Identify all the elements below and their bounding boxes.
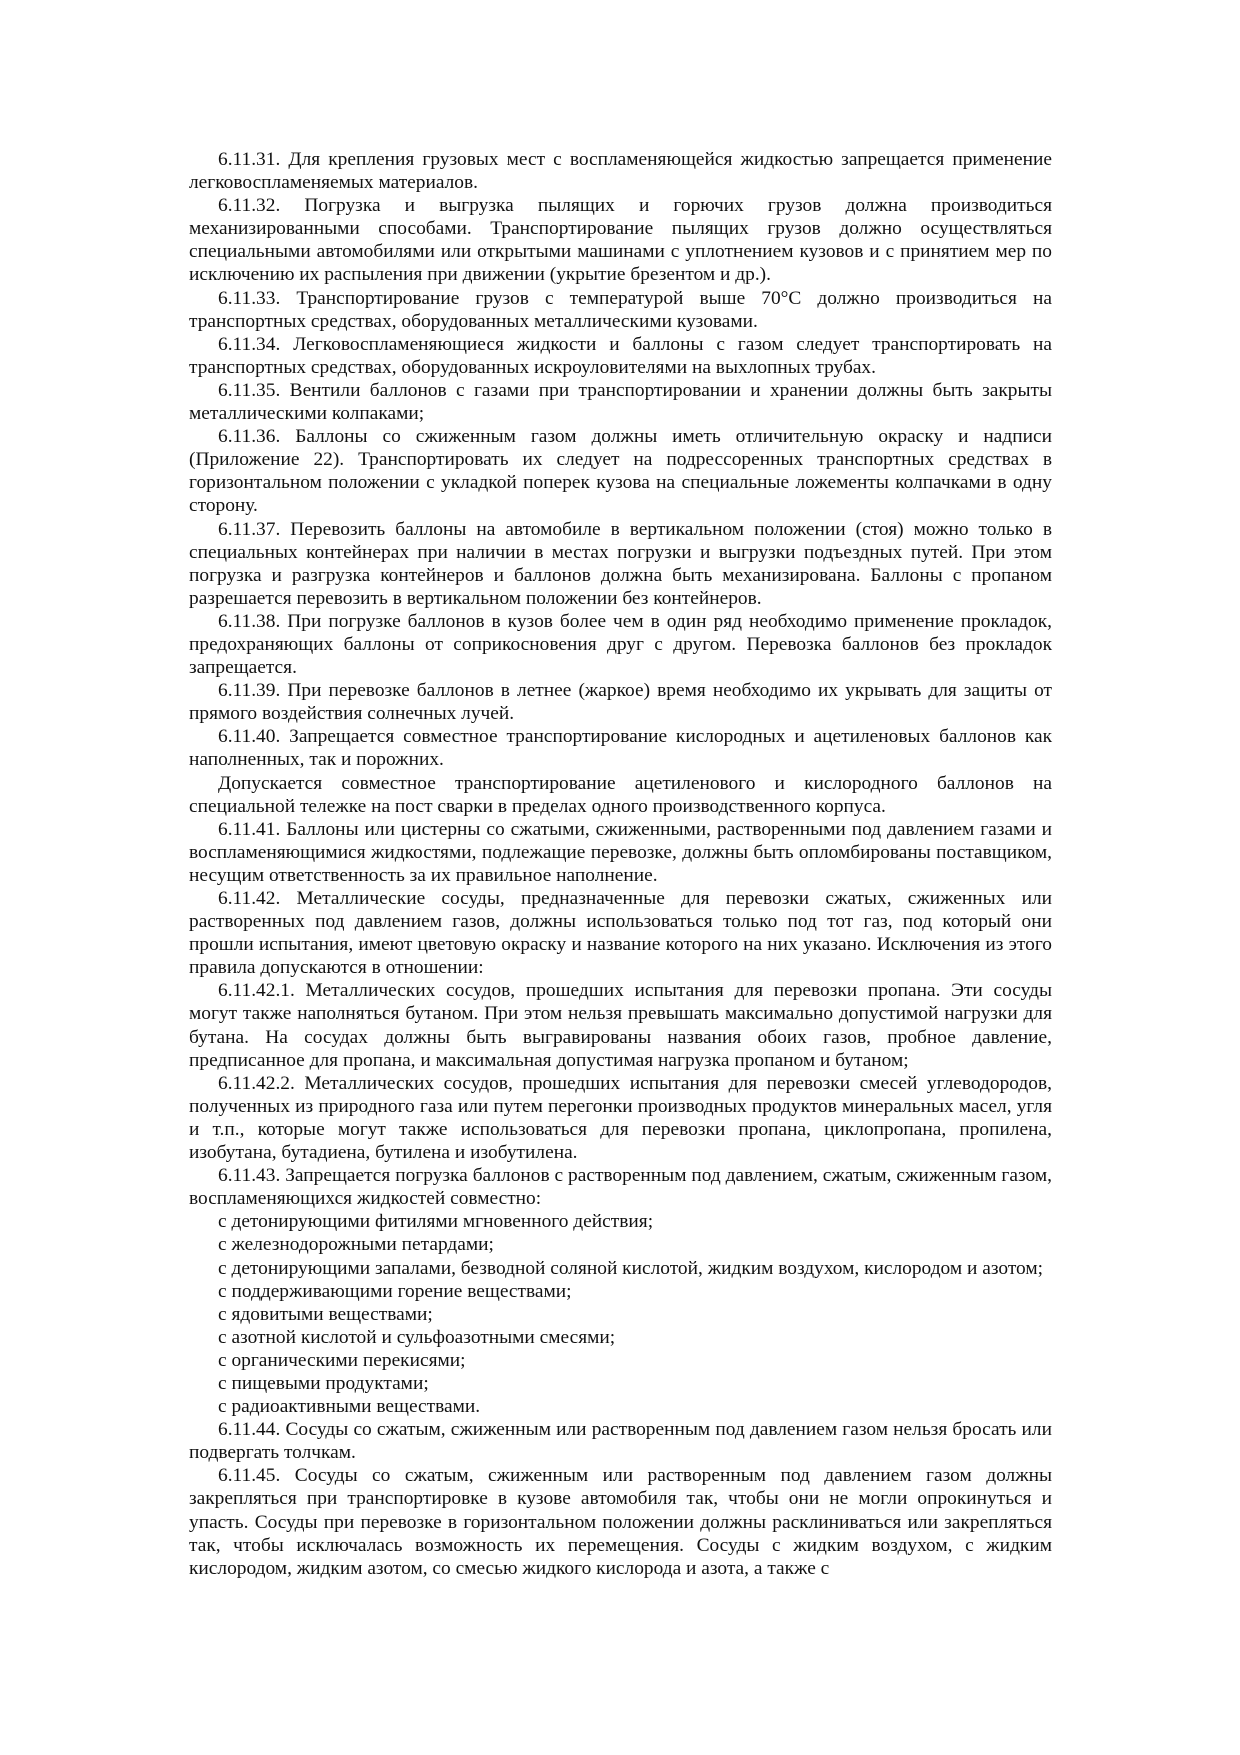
- paragraph-6-11-33: 6.11.33. Транспортирование грузов с температурой выше 70°С должно производиться на транспортных средствах, оборудованных металлическими кузовами.: [189, 287, 1052, 332]
- paragraph-6-11-40: 6.11.40. Запрещается совместное транспортирование кислородных и ацетиленовых баллонов как наполненных, так и порожних.: [189, 726, 1052, 771]
- list-item: с железнодорожными петардами;: [218, 1234, 494, 1256]
- paragraph-6-11-34: 6.11.34. Легковоспламеняющиеся жидкости и баллоны с газом следует транспортировать на транспортных средствах, оборудованных искроуловителями на выхлопных трубах.: [189, 333, 1052, 378]
- paragraph-6-11-42: 6.11.42. Металлические сосуды, предназначенные для перевозки сжатых, сжиженных или растворенных под давлением газов, должны использоваться только под тот газ, под который они прошли испытания, имеют цветовую окраску и название которого на них указано. Исключения из этого правила допускаются в отношении:: [189, 888, 1052, 979]
- paragraph-6-11-42-2: 6.11.42.2. Металлических сосудов, прошедших испытания для перевозки смесей углеводородов, полученных из природного газа или путем перегонки производных продуктов минеральных масел, угля и т.п., которые могут также использоваться для перевозки пропана, циклопропана, пропилена, изобутана, бутадиена, бутилена и изобутилена.: [189, 1072, 1052, 1164]
- paragraph-6-11-40-exception: Допускается совместное транспортирование ацетиленового и кислородного баллонов на специальной тележке на пост сварки в пределах одного производственного корпуса.: [189, 772, 1052, 817]
- list-item: с детонирующими запалами, безводной соляной кислотой, жидким воздухом, кислородом и азотом;: [218, 1257, 1044, 1279]
- paragraph-6-11-43: 6.11.43. Запрещается погрузка баллонов с растворенным под давлением, сжатым, сжиженным газом, воспламеняющихся жидкостей совместно:: [189, 1165, 1052, 1210]
- paragraph-6-11-36: 6.11.36. Баллоны со сжиженным газом должны иметь отличительную окраску и надписи (Приложение 22). Транспортировать их следует на подрессоренных транспортных средствах в горизонтальном положении с укладкой поперек кузова на специальные ложементы колпачками в одну сторону.: [189, 426, 1052, 517]
- paragraph-6-11-35: 6.11.35. Вентили баллонов с газами при транспортировании и хранении должны быть закрыты металлическими колпаками;: [189, 379, 1052, 425]
- list-item: с органическими перекисями;: [218, 1349, 466, 1371]
- list-item: с ядовитыми веществами;: [218, 1303, 433, 1325]
- list-item: с радиоактивными веществами.: [218, 1396, 481, 1418]
- document-page: [189, 148, 1052, 1580]
- paragraph-6-11-39: 6.11.39. При перевозке баллонов в летнее (жаркое) время необходимо их укрывать для защиты от прямого воздействия солнечных лучей.: [189, 680, 1052, 725]
- paragraph-6-11-41: 6.11.41. Баллоны или цистерны со сжатыми, сжиженными, растворенными под давлением газами и воспламеняющимися жидкостями, подлежащие перевозке, должны быть опломбированы поставщиком, несущим ответственность за их правильное наполнение.: [189, 818, 1052, 886]
- list-item: с детонирующими фитилями мгновенного действия;: [218, 1211, 654, 1233]
- list-item: с пищевыми продуктами;: [218, 1372, 429, 1394]
- paragraph-6-11-45: 6.11.45. Сосуды со сжатым, сжиженным или растворенным под давлением газом должны закрепляться при транспортировке в кузове автомобиля так, чтобы они не могли опрокинуться и упасть. Сосуды при перевозке в горизонтальном положении должны расклиниваться или закрепляться так, чтобы исключалась возможность их перемещения. Сосуды с жидким воздухом, с жидким кислородом, жидким азотом, со смесью жидкого кислорода и азота, а также с: [189, 1465, 1052, 1579]
- paragraph-6-11-42-1: 6.11.42.1. Металлических сосудов, прошедших испытания для перевозки пропана. Эти сосуды могут также наполняться бутаном. При этом нельзя превышать максимально допустимой нагрузки для бутана. На сосудах должны быть выгравированы названия обоих газов, пробное давление, предписанное для пропана, и максимальная допустимая нагрузка пропаном и бутаном;: [189, 980, 1052, 1071]
- list-item: с азотной кислотой и сульфоазотными смесями;: [218, 1326, 616, 1348]
- paragraph-6-11-44: 6.11.44. Сосуды со сжатым, сжиженным или растворенным под давлением газом нельзя бросать или подвергать толчкам.: [189, 1419, 1052, 1464]
- paragraph-6-11-32: 6.11.32. Погрузка и выгрузка пылящих и горючих грузов должна производиться механизированными способами. Транспортирование пылящих грузов должно осуществляться специальными автомобилями или открытыми машинами с уплотнением кузовов и с принятием мер по исключению их распыления при движении (укрытие брезентом и др.).: [189, 195, 1052, 286]
- list-item: с поддерживающими горение веществами;: [218, 1280, 572, 1302]
- paragraph-6-11-31: 6.11.31. Для крепления грузовых мест с воспламеняющейся жидкостью запрещается применение легковоспламеняемых материалов.: [189, 149, 1052, 194]
- paragraph-6-11-37: 6.11.37. Перевозить баллоны на автомобиле в вертикальном положении (стоя) можно только в специальных контейнерах при наличии в местах погрузки и выгрузки подъездных путей. При этом погрузка и разгрузка контейнеров и баллонов должна быть механизирована. Баллоны с пропаном разрешается перевозить в вертикальном положении без контейнеров.: [189, 518, 1052, 609]
- paragraph-6-11-38: 6.11.38. При погрузке баллонов в кузов более чем в один ряд необходимо применение прокладок, предохраняющих баллоны от соприкосновения друг с другом. Перевозка баллонов без прокладок запрещается.: [189, 610, 1052, 679]
